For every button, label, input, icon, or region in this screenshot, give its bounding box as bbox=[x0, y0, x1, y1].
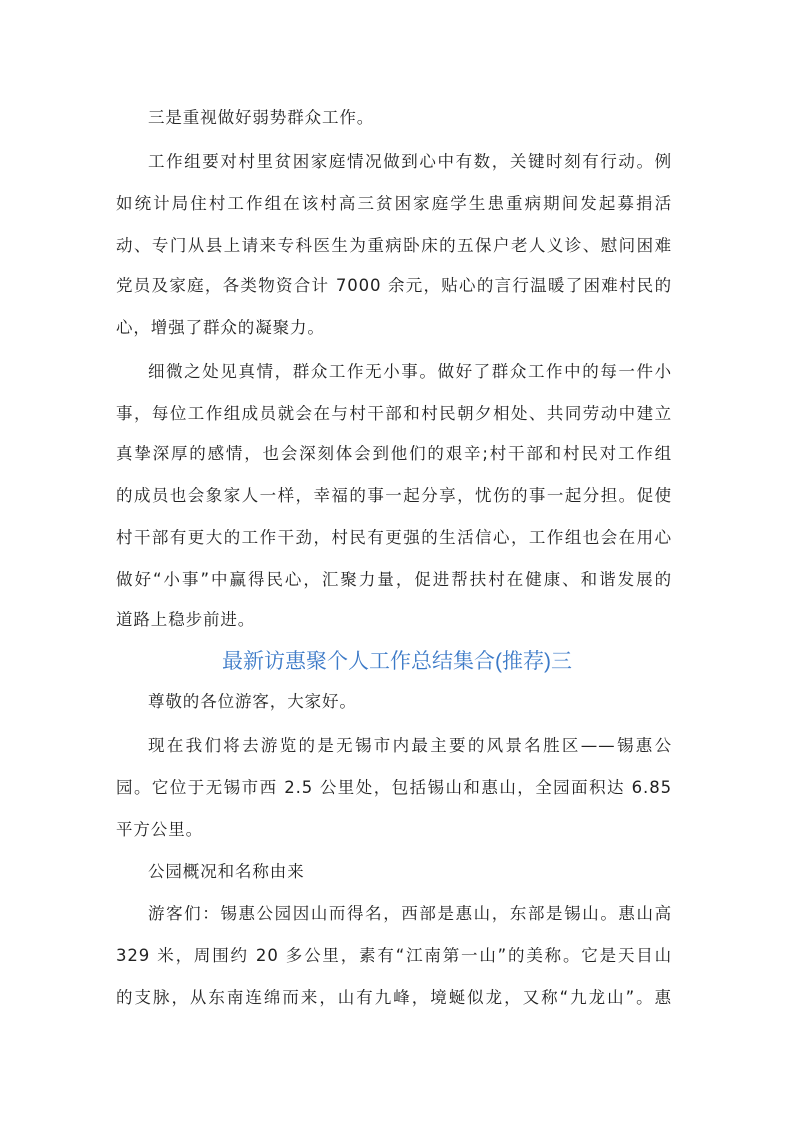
paragraph-line: 平方公里。 bbox=[116, 820, 203, 839]
paragraph-line: 做好“小事”中赢得民心，汇聚力量，促进帮扶村在健康、和谐发展的 bbox=[116, 570, 672, 589]
paragraph-line: 如统计局住村工作组在该村高三贫困家庭学生患重病期间发起募捐活 bbox=[116, 194, 672, 213]
paragraph-line: 动、专门从县上请来专科医生为重病卧床的五保户老人义诊、慰问困难 bbox=[116, 236, 672, 255]
paragraph-line: 村干部有更大的工作干劲，村民有更强的生活信心，工作组也会在用心 bbox=[116, 528, 672, 547]
paragraph-line: 公园概况和名称由来 bbox=[148, 862, 305, 881]
paragraph-line: 游客们：锡惠公园因山而得名，西部是惠山，东部是锡山。惠山高 bbox=[148, 904, 672, 923]
paragraph-line: 道路上稳步前进。 bbox=[116, 610, 256, 629]
paragraph-line: 现在我们将去游览的是无锡市内最主要的风景名胜区——锡惠公 bbox=[148, 736, 672, 755]
paragraph-line: 三是重视做好弱势群众工作。 bbox=[148, 108, 375, 127]
paragraph-line: 的支脉，从东南连绵而来，山有九峰，境蜒似龙，又称“九龙山”。惠 bbox=[116, 988, 672, 1007]
paragraph-line: 事，每位工作组成员就会在与村干部和村民朝夕相处、共同劳动中建立 bbox=[116, 404, 672, 423]
section-heading: 最新访惠聚个人工作总结集合(推荐)三 bbox=[222, 650, 572, 673]
paragraph-line: 党员及家庭，各类物资合计 7000 余元，贴心的言行温暖了困难村民的 bbox=[116, 276, 672, 295]
paragraph-line: 329 米，周围约 20 多公里，素有“江南第一山”的美称。它是天目山 bbox=[116, 946, 672, 965]
paragraph-line: 细微之处见真情，群众工作无小事。做好了群众工作中的每一件小 bbox=[148, 362, 672, 381]
paragraph-line: 真挚深厚的感情，也会深刻体会到他们的艰辛;村干部和村民对工作组 bbox=[116, 444, 672, 463]
paragraph-line: 心，增强了群众的凝聚力。 bbox=[116, 318, 325, 337]
paragraph-line: 的成员也会象家人一样，幸福的事一起分享，忧伤的事一起分担。促使 bbox=[116, 486, 672, 505]
paragraph-line: 园。它位于无锡市西 2.5 公里处，包括锡山和惠山，全园面积达 6.85 bbox=[116, 778, 672, 797]
paragraph-line: 尊敬的各位游客，大家好。 bbox=[148, 692, 357, 711]
paragraph-line: 工作组要对村里贫困家庭情况做到心中有数，关键时刻有行动。例 bbox=[148, 152, 672, 171]
